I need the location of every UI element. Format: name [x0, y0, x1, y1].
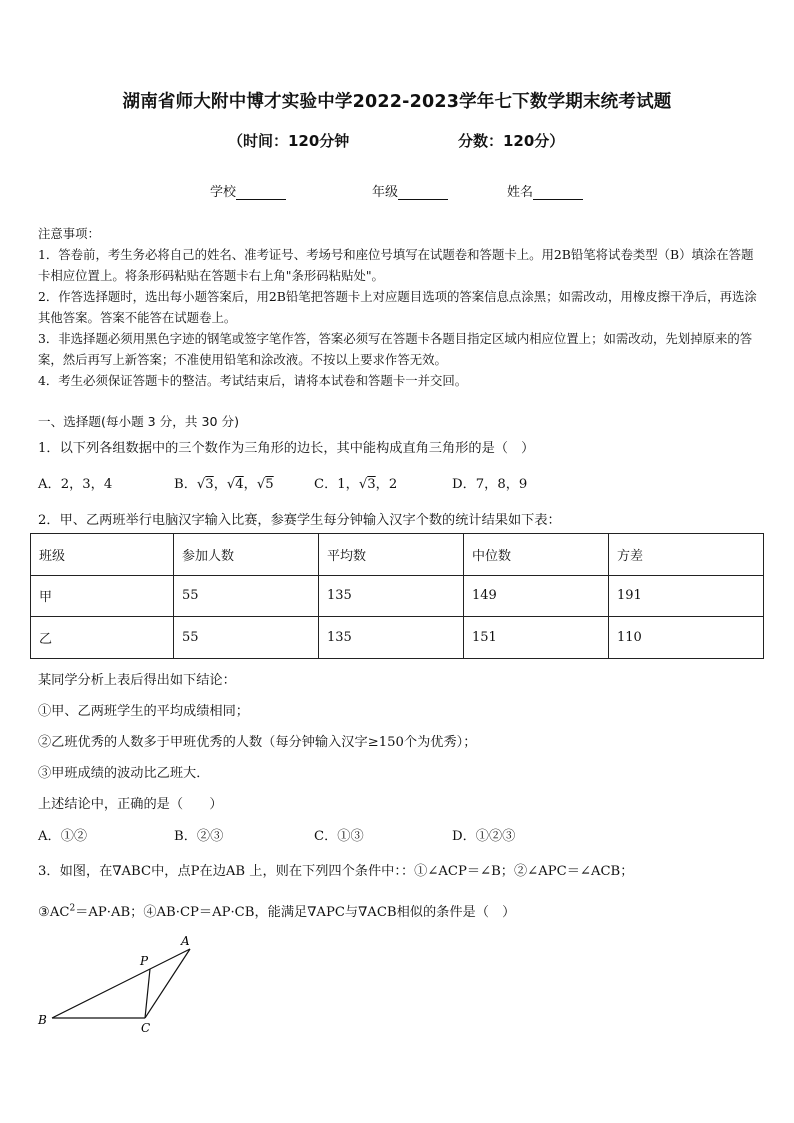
notes-block: [38, 223, 764, 391]
q1-option-b: B．√3，√4，√5: [174, 477, 274, 492]
q2-conclusion-3: ③甲班成绩的波动比乙班大．: [38, 766, 210, 781]
label-p: P: [140, 954, 149, 968]
table-header-row: [31, 534, 764, 576]
table-cell: 55: [174, 575, 319, 617]
q1-b-root3: 5: [265, 477, 274, 492]
table-cell: 191: [609, 575, 764, 617]
q2-intro: 某同学分析上表后得出如下结论：: [38, 673, 236, 688]
notes-item-2: 2．作答选择题时，选出每小题答案后，用2B铅笔把答题卡上对应题目选项的答案信息点涂黑；如需改动，用橡皮擦干净后，再选涂其他答案。答案不能答在试题卷上。: [38, 289, 757, 325]
school-label: 学校: [210, 185, 237, 200]
grade-label: 年级: [372, 185, 399, 200]
q3-line2-pre: ③AC: [38, 905, 70, 920]
name-blank: [533, 185, 583, 200]
school-field: [210, 181, 286, 200]
school-blank: [236, 185, 286, 200]
label-b: B: [38, 1013, 47, 1027]
exam-title: 湖南省师大附中博才实验中学2022-2023学年七下数学期末统考试题: [122, 92, 672, 112]
q3-line-1: 3．如图，在∇ABC中，点P在边AB 上，则在下列四个条件中：：①∠ACP＝∠B；②∠APC＝∠ACB；: [38, 864, 634, 879]
segment-ba: [52, 949, 190, 1018]
q2-option-d: D．①②③: [452, 829, 516, 844]
section-heading: 一、选择题(每小题 3 分，共 30 分): [38, 414, 240, 429]
q1-option-d: D．7，8，9: [452, 477, 528, 492]
q1-b-prefix: B．: [174, 477, 197, 492]
q1-option-a: A．2，3，4: [38, 477, 113, 492]
q1-b-root1: 3: [205, 477, 214, 492]
exam-score: 分数：120分）: [458, 132, 565, 150]
table-row: [31, 617, 764, 659]
table-cell: 149: [464, 575, 609, 617]
q2-option-c: C．①③: [314, 829, 364, 844]
q2-options: [38, 825, 738, 845]
table-cell: 55: [174, 617, 319, 659]
q1-option-c: C．1，√3，2: [314, 477, 398, 492]
table-cell: 151: [464, 617, 609, 659]
q2-option-b: B．②③: [174, 829, 224, 844]
grade-blank: [398, 185, 448, 200]
q1-c-prefix: C．1，: [314, 477, 359, 492]
table-cell: 110: [609, 617, 764, 659]
table-header-cell: 平均数: [319, 534, 464, 576]
q1-c-suffix: ，2: [375, 477, 398, 492]
label-a: A: [181, 934, 190, 948]
notes-item-4: 4．考生必须保证答题卡的整洁。考试结束后，请将本试卷和答题卡一并交回。: [38, 373, 468, 388]
notes-heading: 注意事项：: [38, 226, 100, 241]
segment-ca: [145, 949, 190, 1018]
table-header-cell: 中位数: [464, 534, 609, 576]
q3-line-2: [38, 901, 515, 920]
grade-field: [372, 181, 448, 200]
q2-conclusion-1: ①甲、乙两班学生的平均成绩相同；: [38, 704, 249, 719]
table-header-cell: 班级: [31, 534, 174, 576]
notes-item-3: 3．非选择题必须用黑色字迹的钢笔或签字笔作答，答案必须写在答题卡各题目指定区域内相应位置上；如需改动，先划掉原来的答案，然后再写上新答案；不准使用铅笔和涂改液。不按以上要求作答无效。: [38, 331, 753, 367]
q1-c-root: 3: [367, 477, 376, 492]
q1-options: [38, 473, 738, 493]
q2-option-a: A．①②: [38, 829, 88, 844]
table-header-cell: 方差: [609, 534, 764, 576]
q2-conclusion-2: ②乙班优秀的人数多于甲班优秀的人数（每分钟输入汉字≥150个为优秀）；: [38, 735, 477, 750]
name-label: 姓名: [507, 185, 534, 200]
table-cell: 甲: [31, 575, 174, 617]
triangle-figure: [30, 930, 210, 1035]
table-row: [31, 575, 764, 617]
notes-item-1: 1．答卷前，考生务必将自己的姓名、准考证号、考场号和座位号填写在试题卷和答题卡上。用2B铅笔将试卷类型（B）填涂在答题卡相应位置上。将条形码粘贴在答题卡右上角"条形码粘贴处"。: [38, 247, 754, 283]
name-field: [507, 181, 583, 200]
table-header-cell: 参加人数: [174, 534, 319, 576]
q1-stem: 1．以下列各组数据中的三个数作为三角形的边长，其中能构成直角三角形的是（ ）: [38, 441, 535, 456]
exam-time: （时间：120分钟: [228, 132, 350, 150]
stats-table: [30, 533, 764, 659]
q1-b-root2: 4: [235, 477, 244, 492]
table-cell: 135: [319, 575, 464, 617]
q3-line2-sup: 2: [69, 903, 76, 914]
q2-question: 上述结论中，正确的是（ ）: [38, 797, 223, 812]
q2-stem: 2．甲、乙两班举行电脑汉字输入比赛，参赛学生每分钟输入汉字个数的统计结果如下表：: [38, 513, 561, 528]
table-cell: 135: [319, 617, 464, 659]
q3-line2-post: ＝AP·AB；④AB·CP＝AP·CB，能满足∇APC与∇ACB相似的条件是（ ）: [75, 905, 516, 920]
table-cell: 乙: [31, 617, 174, 659]
label-c: C: [141, 1021, 151, 1035]
